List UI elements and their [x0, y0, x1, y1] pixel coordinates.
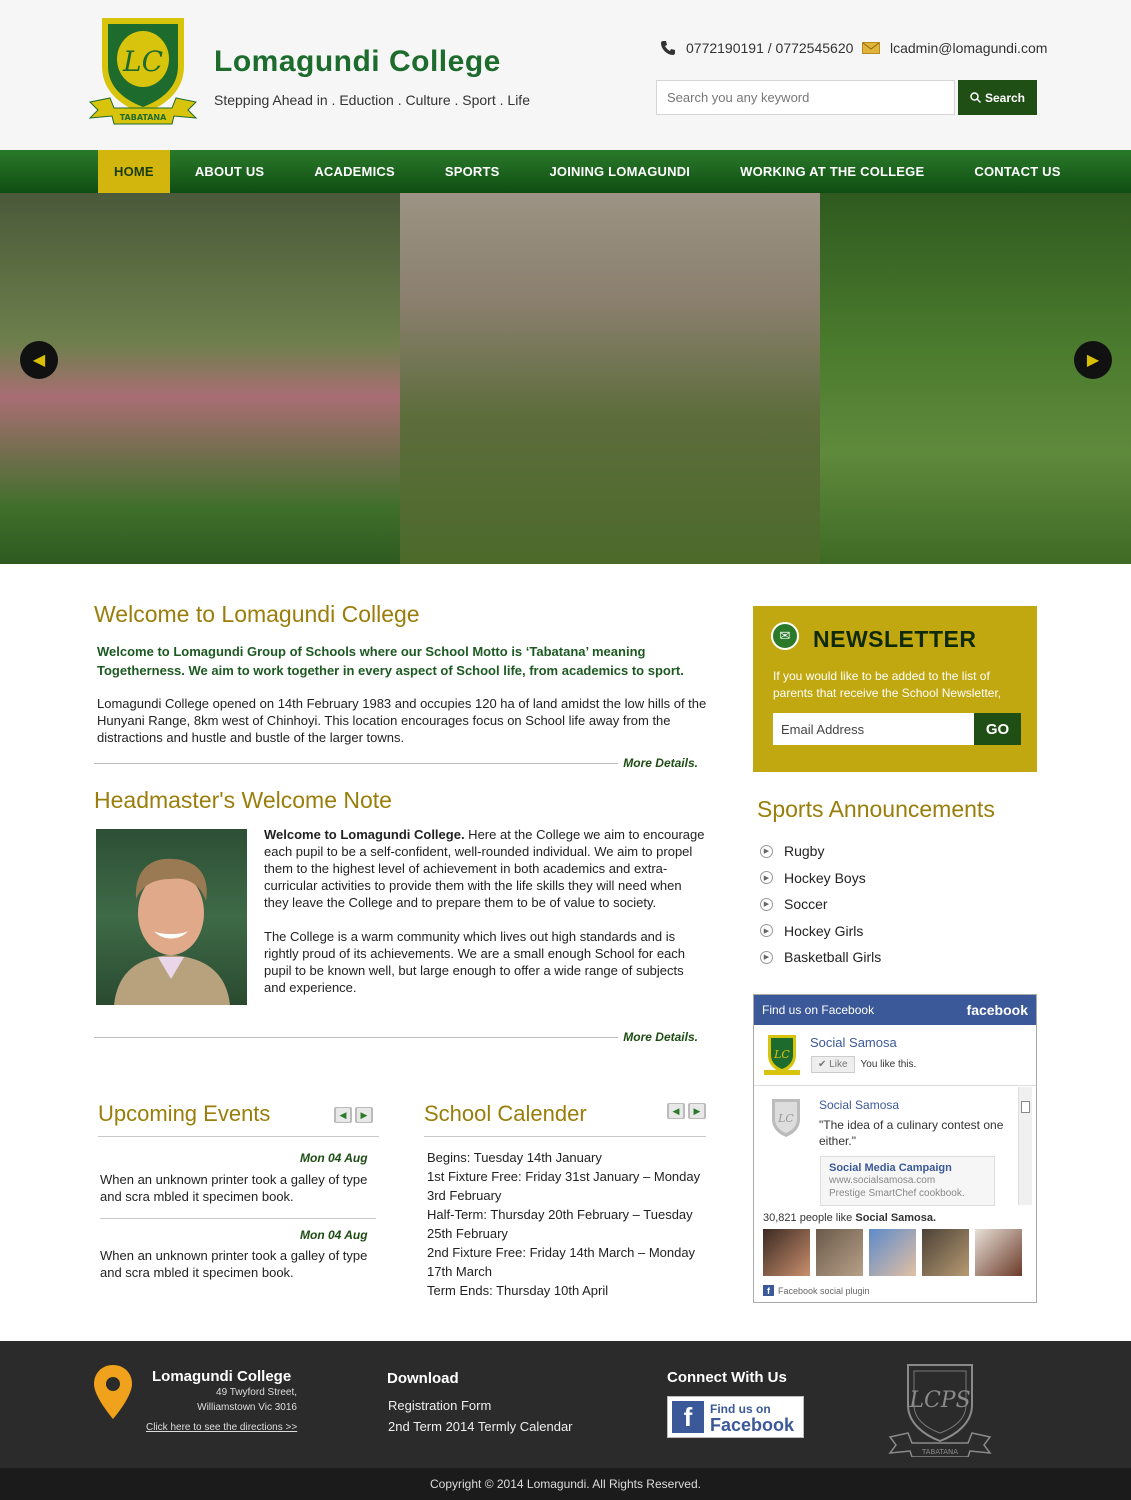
- arrow-bullet-icon: ▶: [760, 871, 773, 884]
- college-crest-icon: [888, 1361, 992, 1457]
- search-button-label: Search: [984, 90, 1026, 105]
- card-desc: Prestige SmartChef cookbook.: [829, 1188, 965, 1199]
- facebook-label: Facebook: [710, 1415, 795, 1435]
- calendar-entries: [427, 1148, 717, 1300]
- fan-avatar[interactable]: [816, 1229, 863, 1276]
- divider: [98, 1136, 379, 1137]
- sports-item-hockey-boys[interactable]: [758, 865, 881, 892]
- page-avatar[interactable]: [760, 1033, 804, 1077]
- events-heading: Upcoming Events: [98, 1101, 271, 1126]
- events-next-button[interactable]: [355, 1107, 373, 1123]
- hero-slider: [0, 193, 1131, 564]
- nav-item-working-at-the-college[interactable]: WORKING AT THE COLLEGE: [740, 164, 925, 179]
- event-date: Mon 04 Aug: [300, 1151, 368, 1165]
- email-address[interactable]: lcadmin@lomagundi.com: [890, 40, 1048, 56]
- sports-item-rugby[interactable]: [758, 838, 881, 865]
- sports-item-basketball-girls[interactable]: [758, 944, 881, 971]
- sports-item-label: Basketball Girls: [784, 949, 882, 966]
- chevron-left-icon: ◀: [32, 352, 46, 369]
- envelope-icon: ✉: [771, 622, 799, 650]
- like-count-page: Social Samosa.: [855, 1212, 937, 1224]
- slider-next-button[interactable]: [1074, 341, 1112, 379]
- facebook-widget: [753, 994, 1037, 1303]
- nav-item-about-us[interactable]: ABOUT US: [194, 164, 265, 179]
- calendar-line: 2nd Fixture Free: Friday 14th March – Monday 17th March: [427, 1245, 696, 1279]
- site-footer: [0, 1341, 1131, 1468]
- contact-email: [862, 40, 1047, 56]
- newsletter-box: [753, 606, 1037, 772]
- svg-text:LC: LC: [122, 45, 164, 78]
- svg-text:TABATANA: TABATANA: [119, 113, 167, 122]
- calendar-heading: School Calender: [424, 1101, 587, 1126]
- newsletter-email-input[interactable]: [773, 713, 974, 745]
- headmaster-photo: [96, 829, 247, 1005]
- facebook-widget-title: Find us on Facebook: [762, 1003, 875, 1017]
- site-tagline: Stepping Ahead in . Eduction . Culture . Sport . Life: [214, 92, 530, 108]
- svg-text:LC: LC: [778, 1112, 794, 1125]
- divider: [100, 1218, 376, 1219]
- hero-photo-hockey: [820, 193, 1131, 564]
- card-title: Social Media Campaign: [829, 1162, 952, 1174]
- phone-number: 0772190191 / 0772545620: [686, 40, 854, 56]
- divider: [754, 1085, 1036, 1086]
- calendar-next-button[interactable]: [688, 1103, 706, 1119]
- search-icon: [970, 92, 981, 103]
- facebook-wordmark: facebook: [966, 1002, 1028, 1018]
- sports-item-label: Rugby: [784, 843, 825, 860]
- scrollbar-thumb[interactable]: [1021, 1101, 1030, 1113]
- fan-avatar[interactable]: [922, 1229, 969, 1276]
- welcome-more-details-link[interactable]: More Details.: [623, 756, 698, 770]
- contact-phone: [660, 40, 853, 56]
- calendar-pager: [667, 1103, 706, 1119]
- hero-photo-cyclists: [400, 193, 820, 564]
- envelope-icon: [862, 42, 880, 54]
- post-avatar[interactable]: [764, 1097, 808, 1141]
- facebook-link-card[interactable]: [820, 1156, 995, 1206]
- like-button-label: Like: [829, 1059, 848, 1070]
- nav-item-contact-us[interactable]: CONTACT US: [974, 164, 1061, 179]
- svg-text:LC: LC: [774, 1048, 790, 1061]
- facebook-post-text: "The idea of a culinary contest one either.": [819, 1118, 1004, 1148]
- facebook-icon: f: [672, 1401, 704, 1433]
- divider: [94, 763, 618, 764]
- arrow-bullet-icon: ▶: [760, 951, 773, 964]
- nav-item-home[interactable]: HOME: [98, 150, 170, 193]
- calendar-line: Half-Term: Thursday 20th February – Tuesday 25th February: [427, 1207, 693, 1241]
- headmaster-more-details-link[interactable]: More Details.: [623, 1030, 698, 1044]
- calendar-line: Term Ends: Thursday 10th April: [427, 1283, 609, 1298]
- svg-text:TABATANA: TABATANA: [921, 1448, 959, 1456]
- nav-item-joining-lomagundi[interactable]: JOINING LOMAGUNDI: [549, 164, 691, 179]
- event-text[interactable]: When an unknown printer took a galley of type and scra mbled it specimen book.: [100, 1172, 368, 1204]
- headmaster-heading: Headmaster's Welcome Note: [94, 787, 392, 813]
- newsletter-go-button[interactable]: GO: [974, 713, 1021, 745]
- nav-item-academics[interactable]: ACADEMICS: [314, 164, 395, 179]
- headmaster-para1: Here at the College we aim to encourage each pupil to be a self-confident, well-rounded individual. We aim to propel them to the highest level of achievement in both academics and extra- curricular activities to provide them with the life skills they will need when they leave the College and to prepare them to be of value to society.: [264, 827, 705, 910]
- facebook-like-count: [763, 1212, 936, 1224]
- footer-directions-link[interactable]: Click here to see the directions >>: [146, 1422, 298, 1433]
- facebook-like-button[interactable]: ✔ Like: [811, 1056, 855, 1073]
- arrow-bullet-icon: ▶: [760, 898, 773, 911]
- welcome-heading: Welcome to Lomagundi College: [94, 601, 420, 627]
- sports-item-label: Hockey Boys: [784, 869, 866, 886]
- facebook-like-row: [811, 1056, 916, 1073]
- chevron-left-icon: ◀: [668, 1103, 684, 1119]
- welcome-intro: Welcome to Lomagundi Group of Schools where our School Motto is ‘Tabatana’ meaning Togetherness. We aim to work together in every aspect of School life, from academics to sport.: [97, 644, 684, 678]
- welcome-more-row: [94, 756, 706, 770]
- site-title[interactable]: Lomagundi College: [214, 45, 501, 78]
- headmaster-note: [264, 826, 708, 1013]
- chevron-left-icon: ◀: [335, 1107, 351, 1123]
- footer-address: [150, 1385, 297, 1415]
- sports-item-soccer[interactable]: [758, 891, 881, 918]
- arrow-bullet-icon: ▶: [760, 924, 773, 937]
- events-prev-button[interactable]: [334, 1107, 352, 1123]
- facebook-post-author[interactable]: Social Samosa: [819, 1098, 900, 1112]
- event-text[interactable]: When an unknown printer took a galley of type and scra mbled it specimen book.: [100, 1248, 368, 1280]
- card-url: www.socialsamosa.com: [829, 1175, 936, 1186]
- divider: [424, 1136, 706, 1137]
- main-nav: [0, 150, 1131, 193]
- phone-icon: [660, 40, 676, 56]
- search-input[interactable]: [656, 80, 955, 115]
- like-count-text: 30,821 people like: [763, 1212, 853, 1224]
- footer-college-name: Lomagundi College: [152, 1368, 292, 1385]
- headmaster-lead: Welcome to Lomagundi College.: [264, 827, 465, 842]
- divider: [94, 1037, 618, 1038]
- calendar-line: Begins: Tuesday 14th January: [427, 1150, 602, 1165]
- hero-photo-students: [0, 193, 400, 564]
- calendar-prev-button[interactable]: [667, 1103, 685, 1119]
- copyright-bar: Copyright © 2014 Lomagundi. All Rights Reserved.: [0, 1468, 1131, 1500]
- nav-item-sports[interactable]: SPORTS: [444, 164, 500, 179]
- footer-connect-heading: Connect With Us: [667, 1369, 787, 1386]
- college-logo[interactable]: [88, 14, 198, 126]
- facebook-icon: f: [763, 1285, 774, 1296]
- download-registration-form-link[interactable]: Registration Form: [388, 1398, 492, 1413]
- address-line: 49 Twyford Street,: [216, 1387, 297, 1398]
- arrow-bullet-icon: ▶: [760, 845, 773, 858]
- facebook-page-name[interactable]: Social Samosa: [810, 1035, 897, 1050]
- events-pager: [334, 1107, 373, 1123]
- plugin-text: Facebook social plugin: [778, 1285, 870, 1296]
- chevron-right-icon: ▶: [356, 1107, 372, 1123]
- sports-list: [758, 838, 881, 971]
- sports-item-label: Hockey Girls: [784, 922, 864, 939]
- map-pin-icon: [94, 1365, 132, 1419]
- download-termly-calendar-link[interactable]: 2nd Term 2014 Termly Calendar: [388, 1419, 573, 1434]
- svg-text:LCPS: LCPS: [909, 1388, 971, 1413]
- facebook-fans: [763, 1229, 1022, 1276]
- search-button[interactable]: [958, 80, 1037, 115]
- footer-download-heading: Download: [387, 1370, 459, 1387]
- welcome-body: Lomagundi College opened on 14th February 1983 and occupies 120 ha of land amidst the low hills of the Hunyani Range, 8km west of Chinhoyi. This location encourages focus on School life away from the distractions and hustle and bustle of the larger towns.: [97, 696, 707, 745]
- headmaster-para2: The College is a warm community which lives out high standards and is rightly proud of its achievements. We are a small enough School for each pupil to be known well, but large enough to offer a wide range of subjects and experience.: [264, 929, 686, 995]
- sports-item-label: Soccer: [784, 896, 828, 913]
- facebook-widget-header: [754, 995, 1036, 1025]
- find-us-label: Find us on: [710, 1402, 771, 1416]
- address-line: Williamstown Vic 3016: [197, 1402, 297, 1413]
- facebook-feed-scrollbar[interactable]: [1018, 1087, 1032, 1205]
- sports-item-hockey-girls[interactable]: [758, 918, 881, 945]
- chevron-right-icon: ▶: [689, 1103, 705, 1119]
- calendar-line: 1st Fixture Free: Friday 31st January – Monday 3rd February: [427, 1169, 701, 1203]
- newsletter-title: NEWSLETTER: [813, 626, 977, 652]
- fan-avatar[interactable]: [975, 1229, 1022, 1276]
- like-status: You like this.: [860, 1059, 917, 1070]
- site-header: [0, 0, 1131, 150]
- fan-avatar[interactable]: [763, 1229, 810, 1276]
- event-date: Mon 04 Aug: [300, 1228, 368, 1242]
- headmaster-more-row: [94, 1030, 706, 1044]
- fan-avatar[interactable]: [869, 1229, 916, 1276]
- slider-prev-button[interactable]: [20, 341, 58, 379]
- sports-heading: Sports Announcements: [757, 796, 995, 822]
- chevron-right-icon: ▶: [1086, 352, 1100, 369]
- find-us-on-facebook-button[interactable]: [667, 1396, 804, 1438]
- facebook-plugin-credit: [763, 1285, 870, 1296]
- newsletter-text: If you would like to be added to the list of parents that receive the School Newsletter,: [773, 669, 1002, 700]
